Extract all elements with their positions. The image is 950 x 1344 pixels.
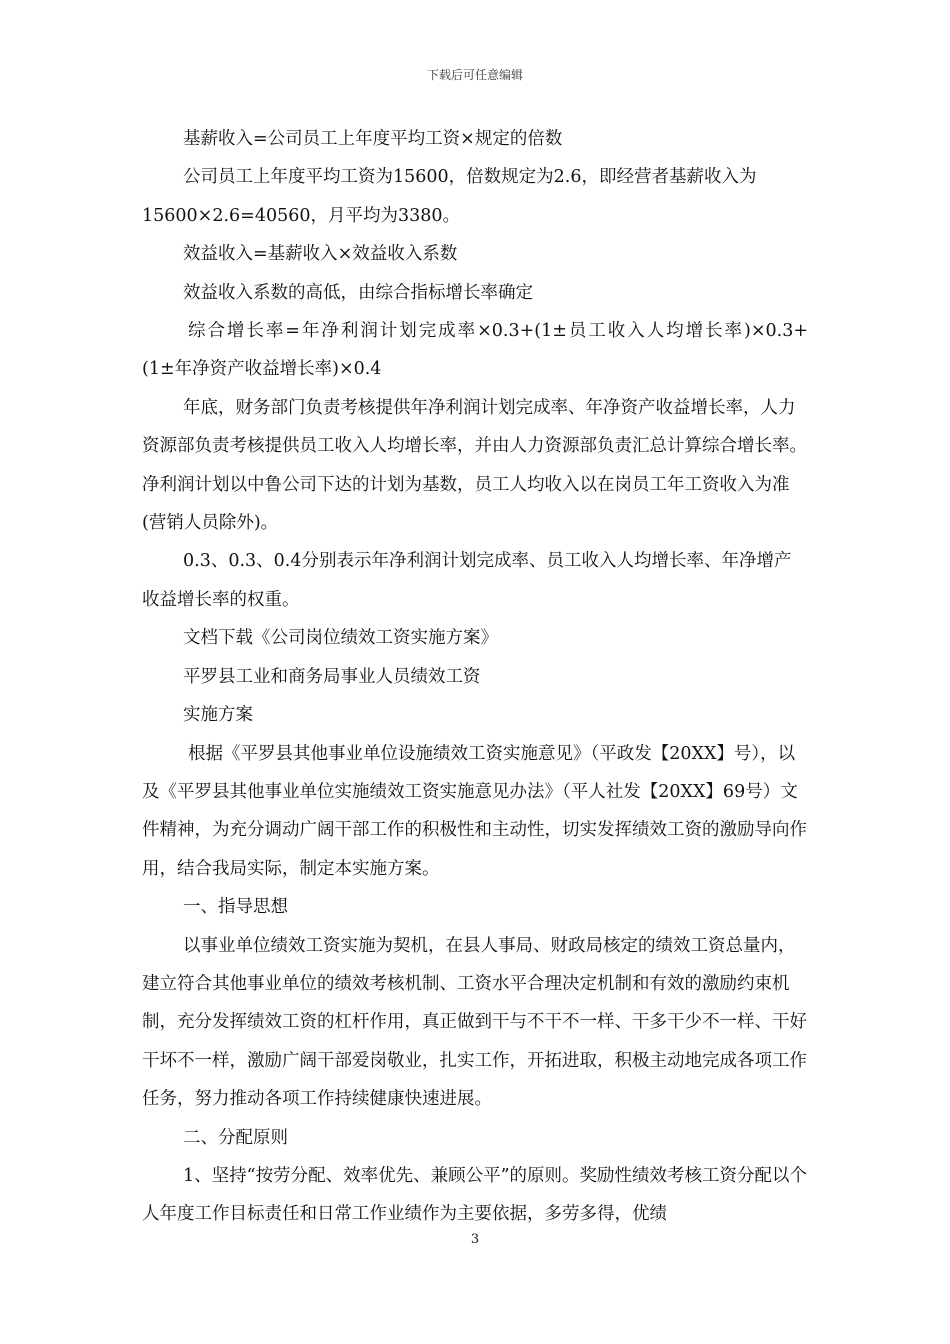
paragraph-title-line-1: 平罗县工业和商务局事业人员绩效工资 — [183, 666, 481, 687]
paragraph-benefit-formula: 效益收入=基薪收入×效益收入系数 — [183, 244, 458, 265]
section-heading-guiding-ideology: 一、指导思想 — [183, 897, 288, 918]
paragraph-basis: 根据《平罗县其他事业单位设施绩效工资实施意见》（平政发【20XX】号），以及《平罗县其他事业单位实施绩效工资实施意见办法》（平人社发【20XX】69号）文件精神，为充分调动广阔干部工作的积极性和主动性，切实发挥绩效工资的激励导向作用，结合我局实际，制定本实施方案。 — [142, 743, 807, 879]
paragraph-weights: 0.3、0.3、0.4分别表示年净利润计划完成率、员工收入人均增长率、年净增产收益增长率的权重。 — [142, 551, 792, 610]
page-number: 3 — [470, 1232, 480, 1247]
paragraph-average-wage: 公司员工上年度平均工资为15600，倍数规定为2.6，即经营者基薪收入为15600×2.6=40560，月平均为3380。 — [142, 167, 757, 226]
paragraph-year-end-assessment: 年底，财务部门负责考核提供年净利润计划完成率、年净资产收益增长率，人力资源部负责考核提供员工收入人均增长率，并由人力资源部负责汇总计算综合增长率。净利润计划以中鲁公司下达的计划为基数，员工人均收入以在岗员工年工资收入为准(营销人员除外)。 — [142, 397, 807, 534]
paragraph-base-salary-formula: 基薪收入=公司员工上年度平均工资×规定的倍数 — [183, 129, 563, 149]
paragraph-benefit-coefficient: 效益收入系数的高低，由综合指标增长率确定 — [183, 282, 533, 303]
section-heading-distribution-principles: 二、分配原则 — [183, 1127, 288, 1148]
paragraph-download-link: 文档下载《公司岗位绩效工资实施方案》 — [183, 628, 498, 649]
paragraph-growth-rate-formula: 综合增长率=年净利润计划完成率×0.3+(1±员工收入人均增长率)×0.3+(1±年净资产收益增长率)×0.4 — [142, 321, 808, 380]
paragraph-guiding-ideology: 以事业单位绩效工资实施为契机，在县人事局、财政局核定的绩效工资总量内，建立符合其他事业单位的绩效考核机制、工资水平合理决定机制和有效的激励约束机制，充分发挥绩效工资的杠杆作用，真正做到干与不干不一样、干多干少不一样、干好干坏不一样，激励广阔干部爱岗敬业，扎实工作，开拓进取，积极主动地完成各项工作任务，努力推动各项工作持续健康快速进展。 — [142, 935, 807, 1110]
page-header: 下载后可任意编辑 — [426, 68, 523, 82]
document-body — [142, 120, 808, 1234]
paragraph-principle-1: 1、坚持“按劳分配、效率优先、兼顾公平”的原则。奖励性绩效考核工资分配以个人年度工作目标责任和日常工作业绩作为主要依据，多劳多得，优绩 — [142, 1165, 808, 1225]
paragraph-title-line-2: 实施方案 — [183, 705, 253, 726]
